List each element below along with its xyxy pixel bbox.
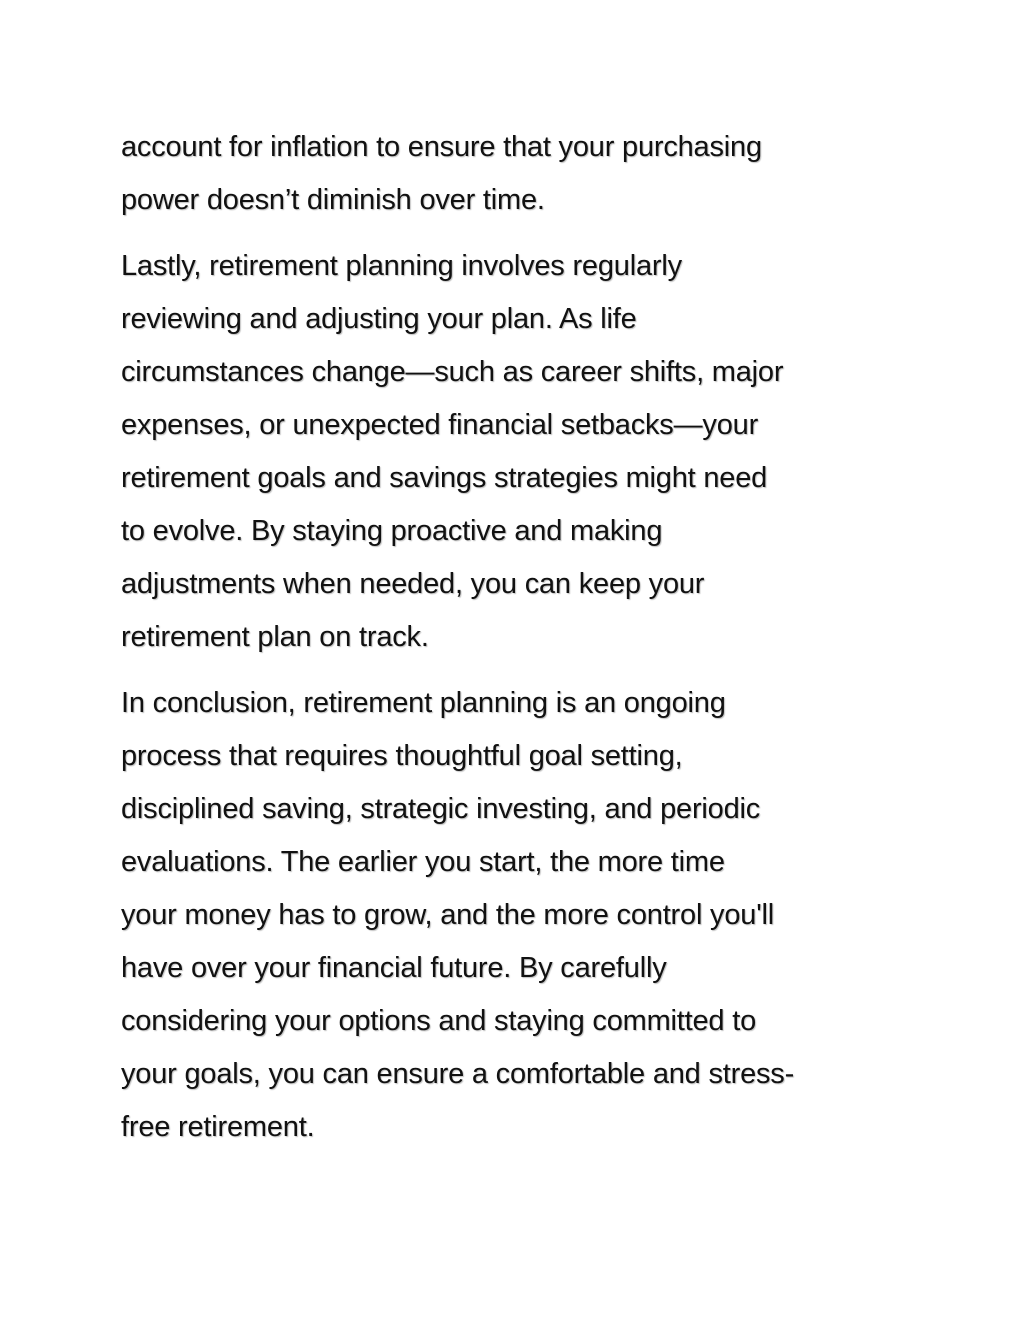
text-line: process that requires thoughtful goal setting,	[121, 740, 683, 772]
text-line: circumstances change—such as career shifts, major	[121, 356, 784, 388]
text-line: have over your financial future. By carefully	[121, 952, 667, 984]
text-line: expenses, or unexpected financial setbacks—your	[121, 409, 759, 441]
text-line: free retirement.	[121, 1111, 315, 1143]
text-line: adjustments when needed, you can keep your	[121, 568, 705, 600]
text-line: Lastly, retirement planning involves regularly	[121, 250, 682, 282]
paragraph-inflation	[121, 121, 921, 227]
document-body	[121, 121, 921, 1167]
text-line: retirement plan on track.	[121, 621, 429, 653]
text-line: reviewing and adjusting your plan. As life	[121, 303, 637, 335]
text-line: evaluations. The earlier you start, the more time	[121, 846, 725, 878]
text-line: In conclusion, retirement planning is an ongoing	[121, 687, 726, 719]
text-line: disciplined saving, strategic investing, and periodic	[121, 793, 761, 825]
text-line: to evolve. By staying proactive and making	[121, 515, 663, 547]
text-line: account for inflation to ensure that your purchasing	[121, 131, 762, 163]
text-line: your money has to grow, and the more control you'll	[121, 899, 775, 931]
text-line: your goals, you can ensure a comfortable and stress-	[121, 1058, 795, 1090]
text-line: power doesn’t diminish over time.	[121, 184, 545, 216]
paragraph-conclusion	[121, 677, 921, 1154]
paragraph-review-adjust	[121, 240, 921, 664]
text-line: retirement goals and savings strategies might need	[121, 462, 768, 494]
text-line: considering your options and staying committed to	[121, 1005, 756, 1037]
